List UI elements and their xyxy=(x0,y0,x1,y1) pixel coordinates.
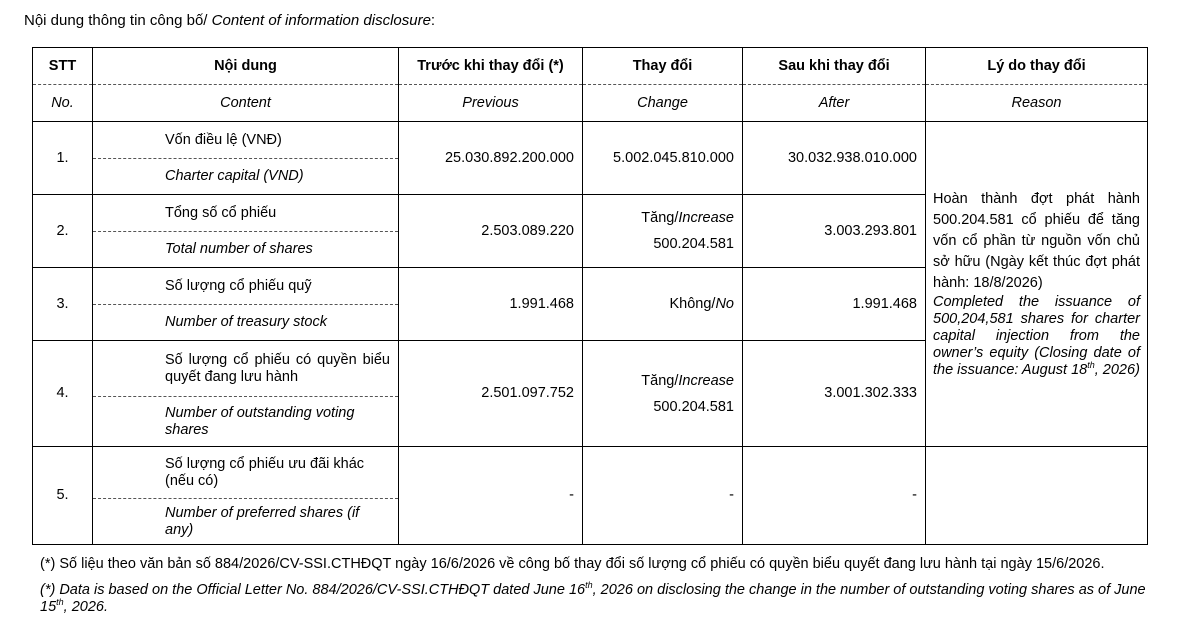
row-content xyxy=(93,447,399,545)
content-vi: Số lượng cổ phiếu có quyền biểu quyết đang lưu hành xyxy=(93,341,398,397)
footnote-en-sup1: th xyxy=(585,580,593,591)
row-number: 2. xyxy=(33,195,93,268)
footnote-en xyxy=(40,582,1148,616)
header-after: Sau khi thay đổi xyxy=(743,48,926,85)
content-en: Total number of shares xyxy=(165,241,313,257)
footnote-en-part2: , 2026 on disclosing the change in the number of outstanding voting shares as of June 15 xyxy=(40,582,1146,615)
change-cell xyxy=(583,268,743,341)
row-number: 1. xyxy=(33,122,93,195)
change-label-en: No xyxy=(715,295,734,312)
intro-colon: : xyxy=(430,12,436,29)
header-previous-en: Previous xyxy=(399,85,583,122)
header-content: Nội dung xyxy=(93,48,399,85)
footnote-vi: (*) Số liệu theo văn bản số 884/2026/CV-SSI.CTHĐQT ngày 16/6/2026 về công bố thay đổi số lượng cổ phiếu có quyền biểu quyết đang lưu hành tại ngày 15/6/2026. xyxy=(40,556,1105,572)
content-vi: Số lượng cổ phiếu ưu đãi khác (nếu có) xyxy=(93,447,398,499)
row-content xyxy=(93,122,399,195)
change-label-vi: Tăng/ xyxy=(641,210,679,226)
content-en: Number of outstanding voting shares xyxy=(165,404,355,438)
after-value: 1.991.468 xyxy=(743,268,926,341)
after-value: 30.032.938.010.000 xyxy=(743,122,926,195)
change-label xyxy=(583,205,742,231)
content-en: Number of treasury stock xyxy=(165,314,327,330)
reason-en-text: Completed the issuance of 500,204,581 shares for charter capital injection from the owner’s equity (Closing date of the issuance: August 18 xyxy=(933,294,1140,378)
content-en: Charter capital (VND) xyxy=(165,168,304,184)
table-row xyxy=(33,122,1148,195)
change-value: 500.204.581 xyxy=(653,236,734,252)
header-reason-en: Reason xyxy=(926,85,1148,122)
reason-en-tail: , 2026) xyxy=(1094,362,1140,378)
previous-value: 2.501.097.752 xyxy=(399,341,583,447)
after-value: - xyxy=(743,447,926,545)
change-value: - xyxy=(583,447,743,545)
row-content xyxy=(93,341,399,447)
footnote-en-sup2: th xyxy=(56,597,64,608)
header-after-en: After xyxy=(743,85,926,122)
reason-empty-cell xyxy=(926,447,1148,545)
reason-cell xyxy=(926,122,1148,447)
intro-en: Content of information disclosure xyxy=(211,12,431,29)
header-content-en: Content xyxy=(93,85,399,122)
content-vi: Vốn điều lệ (VNĐ) xyxy=(93,122,398,159)
content-en: Number of preferred shares (if any) xyxy=(165,504,360,538)
footnote-en-part3: , 2026. xyxy=(63,599,108,615)
header-previous: Trước khi thay đổi (*) xyxy=(399,48,583,85)
reason-vi: Hoàn thành đợt phát hành 500.204.581 cổ phiếu để tăng vốn cổ phần từ nguồn vốn chủ sở hữu (Ngày kết thúc đợt phát hành: 18/8/2026) xyxy=(933,191,1140,291)
change-value: 500.204.581 xyxy=(653,398,734,415)
disclosure-table xyxy=(32,47,1148,545)
header-row-vi xyxy=(33,48,1148,85)
previous-value: 25.030.892.200.000 xyxy=(399,122,583,195)
footnote-en-part1: (*) Data is based on the Official Letter No. 884/2026/CV-SSI.CTHĐQT dated June 16 xyxy=(40,582,586,598)
header-row-en xyxy=(33,85,1148,122)
table-row xyxy=(33,447,1148,545)
reason-en-sup: th xyxy=(1087,360,1095,371)
change-cell xyxy=(583,341,743,447)
row-number: 4. xyxy=(33,341,93,447)
row-content xyxy=(93,268,399,341)
intro-vi: Nội dung thông tin công bố/ xyxy=(24,12,212,29)
reason-en xyxy=(933,294,1140,379)
change-label-en: Increase xyxy=(678,210,734,226)
previous-value: 1.991.468 xyxy=(399,268,583,341)
row-number: 3. xyxy=(33,268,93,341)
change-label xyxy=(583,368,742,394)
content-vi: Tổng số cổ phiếu xyxy=(93,195,398,232)
previous-value: 2.503.089.220 xyxy=(399,195,583,268)
row-number: 5. xyxy=(33,447,93,545)
disclosure-intro xyxy=(24,12,435,29)
change-label xyxy=(583,296,742,313)
change-label-vi: Không/ xyxy=(669,295,716,312)
row-content xyxy=(93,195,399,268)
after-value: 3.003.293.801 xyxy=(743,195,926,268)
header-change: Thay đổi xyxy=(583,48,743,85)
header-reason: Lý do thay đổi xyxy=(926,48,1148,85)
after-value: 3.001.302.333 xyxy=(743,341,926,447)
change-cell xyxy=(583,195,743,268)
change-label-en: Increase xyxy=(678,372,734,389)
change-value: 5.002.045.810.000 xyxy=(583,122,743,195)
content-vi: Số lượng cổ phiếu quỹ xyxy=(93,268,398,305)
header-no-en: No. xyxy=(33,85,93,122)
header-change-en: Change xyxy=(583,85,743,122)
header-stt: STT xyxy=(33,48,93,85)
change-label-vi: Tăng/ xyxy=(641,372,679,389)
previous-value: - xyxy=(399,447,583,545)
